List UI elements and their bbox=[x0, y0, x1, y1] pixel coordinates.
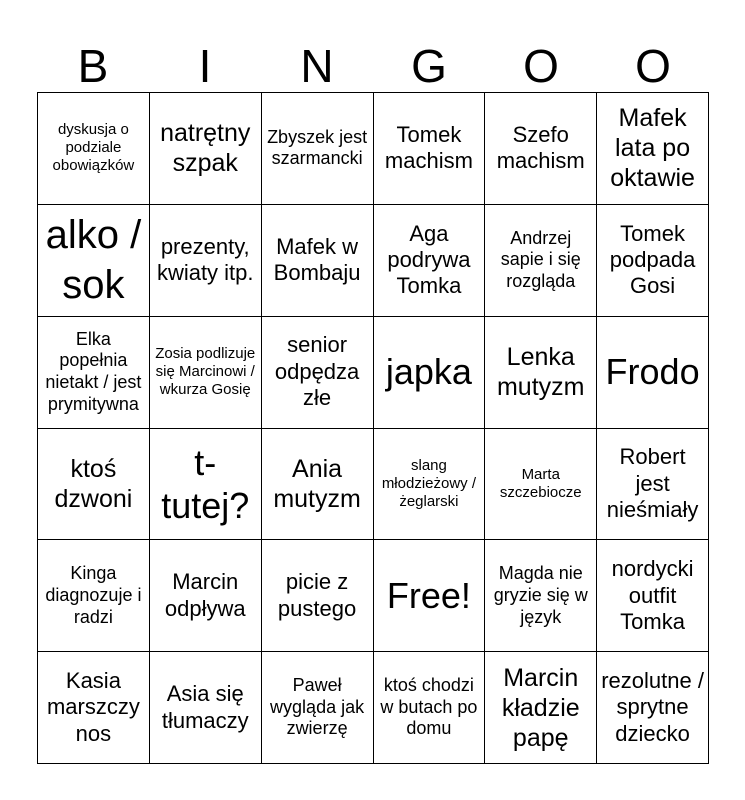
bingo-cell[interactable]: japka bbox=[374, 317, 486, 429]
bingo-cell[interactable]: Lenka mutyzm bbox=[485, 317, 597, 429]
bingo-cell[interactable]: natrętny szpak bbox=[150, 93, 262, 205]
bingo-cell[interactable]: Asia się tłumaczy bbox=[150, 652, 262, 764]
bingo-cell[interactable]: Ania mutyzm bbox=[262, 429, 374, 541]
bingo-cell[interactable]: senior odpędza złe bbox=[262, 317, 374, 429]
bingo-cell[interactable]: Mafek lata po oktawie bbox=[597, 93, 709, 205]
bingo-cell[interactable]: Zbyszek jest szarmancki bbox=[262, 93, 374, 205]
header-letter: G bbox=[411, 40, 447, 92]
header-letter: N bbox=[300, 40, 334, 92]
bingo-cell[interactable]: Kinga diagnozuje i radzi bbox=[38, 540, 150, 652]
bingo-cell[interactable]: Kasia marszczy nos bbox=[38, 652, 150, 764]
bingo-cell[interactable]: Elka popełnia nietakt / jest prymitywna bbox=[38, 317, 150, 429]
bingo-cell[interactable]: dyskusja o podziale obowiązków bbox=[38, 93, 150, 205]
header-letter: I bbox=[198, 40, 212, 92]
bingo-cell[interactable]: Aga podrywa Tomka bbox=[374, 205, 486, 317]
bingo-cell[interactable]: Mafek w Bombaju bbox=[262, 205, 374, 317]
bingo-cell[interactable]: t-tutej? bbox=[150, 429, 262, 541]
bingo-cell[interactable]: rezolutne / sprytne dziecko bbox=[597, 652, 709, 764]
bingo-cell[interactable]: Andrzej sapie i się rozgląda bbox=[485, 205, 597, 317]
bingo-cell[interactable]: ktoś chodzi w butach po domu bbox=[374, 652, 486, 764]
bingo-cell[interactable]: ktoś dzwoni bbox=[38, 429, 150, 541]
free-space-cell[interactable]: Free! bbox=[374, 540, 486, 652]
bingo-cell[interactable]: Szefo machism bbox=[485, 93, 597, 205]
header-letter: O bbox=[635, 40, 671, 92]
bingo-cell[interactable]: picie z pustego bbox=[262, 540, 374, 652]
bingo-cell[interactable]: Paweł wygląda jak zwierzę bbox=[262, 652, 374, 764]
bingo-header bbox=[37, 38, 709, 94]
bingo-cell[interactable]: Marcin kładzie papę bbox=[485, 652, 597, 764]
bingo-cell[interactable]: Marta szczebiocze bbox=[485, 429, 597, 541]
bingo-cell[interactable]: Robert jest nieśmiały bbox=[597, 429, 709, 541]
bingo-cell[interactable]: Tomek machism bbox=[374, 93, 486, 205]
bingo-grid bbox=[37, 92, 709, 764]
bingo-cell[interactable]: slang młodzieżowy / żeglarski bbox=[374, 429, 486, 541]
bingo-cell[interactable]: alko / sok bbox=[38, 205, 150, 317]
bingo-cell[interactable]: Tomek podpada Gosi bbox=[597, 205, 709, 317]
bingo-cell[interactable]: Marcin odpływa bbox=[150, 540, 262, 652]
bingo-cell[interactable]: Magda nie gryzie się w język bbox=[485, 540, 597, 652]
bingo-cell[interactable]: Zosia podlizuje się Marcinowi / wkurza Gosię bbox=[150, 317, 262, 429]
bingo-cell[interactable]: prezenty, kwiaty itp. bbox=[150, 205, 262, 317]
header-letter: O bbox=[523, 40, 559, 92]
header-letter: B bbox=[77, 40, 109, 92]
bingo-cell[interactable]: nordycki outfit Tomka bbox=[597, 540, 709, 652]
bingo-cell[interactable]: Frodo bbox=[597, 317, 709, 429]
